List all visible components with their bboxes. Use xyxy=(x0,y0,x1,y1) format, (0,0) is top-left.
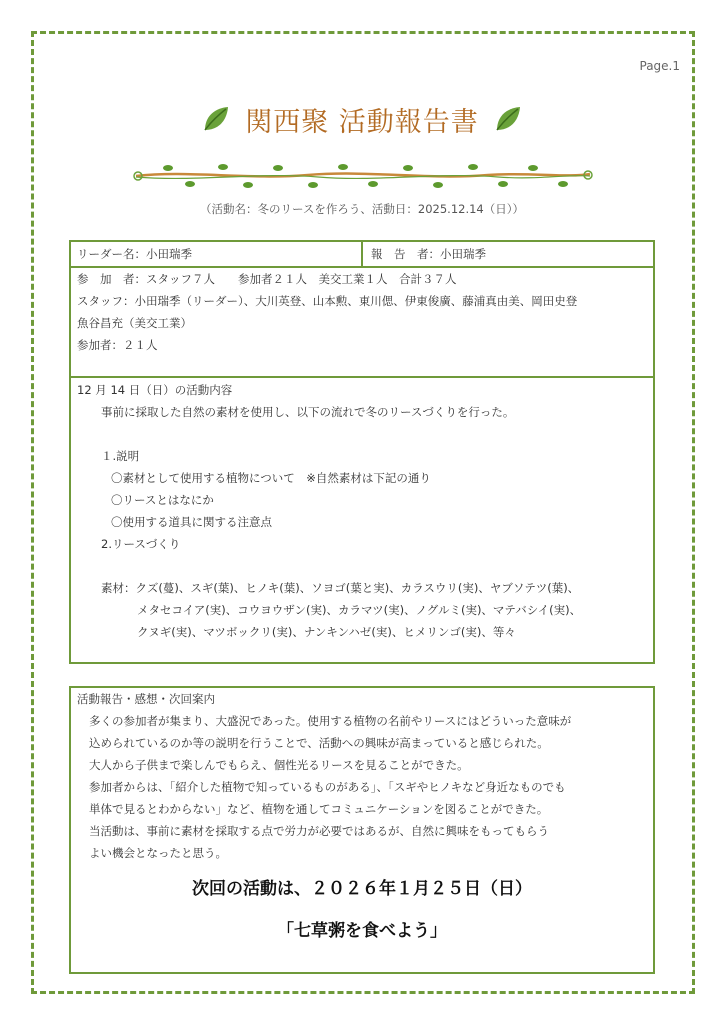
materials-list: メタセコイア(実)、コウヨウザン(実)、カラマツ(実)、ノグルミ(実)、マテバシイ(実)、 xyxy=(137,603,582,617)
report-line: 参加者からは、「紹介した植物で知っているものがある」、「スギやヒノキなど身近なものでも xyxy=(89,780,566,794)
page-number: Page.1 xyxy=(639,59,680,73)
activity-subtitle: （活動名：冬のリースを作ろう、活動日：2025.12.14（日）） xyxy=(199,202,525,216)
title-row xyxy=(0,97,724,141)
cell-divider xyxy=(361,242,363,267)
step-item: 〇リースとはなにか xyxy=(111,493,214,507)
step-item: 〇使用する道具に関する注意点 xyxy=(111,515,272,529)
participants-summary: 参 加 者：スタッフ７人 参加者２１人 美交工業１人 合計３７人 xyxy=(77,272,457,286)
step-wreath-making: 2.リースづくり xyxy=(101,537,181,551)
report-heading: 活動報告・感想・次回案内 xyxy=(77,692,215,706)
report-line: 込められているのか等の説明を行うことで、活動への興味が高まっていると感じられた。 xyxy=(89,736,549,750)
step-item: 〇素材として使用する植物について ※自然素材は下記の通り xyxy=(111,471,431,485)
activity-intro: 事前に採取した自然の素材を使用し、以下の流れで冬のリースづくりを行った。 xyxy=(101,405,515,419)
report-line: 大人から子供まで楽しんでもらえ、個性光るリースを見ることができた。 xyxy=(89,758,469,772)
leaf-icon xyxy=(493,104,523,134)
row-divider xyxy=(71,376,653,378)
report-line: 多くの参加者が集まり、大盛況であった。使用する植物の名前やリースにはどういった意味が xyxy=(89,714,572,728)
vine-ornament xyxy=(128,158,598,194)
activity-info-table xyxy=(69,240,655,664)
next-activity-title: 「七草粥を食べよう」 xyxy=(277,921,447,941)
materials-list: クヌギ(実)、マツボックリ(実)、ナンキンハゼ(実)、ヒメリンゴ(実)、等々 xyxy=(137,625,516,639)
participants-count: 参加者：２１人 xyxy=(77,338,158,352)
report-line: 当活動は、事前に素材を採取する点で労力が必要ではあるが、自然に興味をもってもらう xyxy=(89,824,549,838)
reporter-name: 報 告 者：小田瑞季 xyxy=(371,247,486,261)
report-line: 単体で見るとわからない」など、植物を通してコミュニケーションを図ることができた。 xyxy=(89,802,549,816)
next-activity-date: 次回の活動は、２０２６年１月２５日（日） xyxy=(192,879,532,899)
leaf-icon xyxy=(201,104,231,134)
leader-name: リーダー名：小田瑞季 xyxy=(77,247,192,261)
step-explanation: １.説明 xyxy=(101,449,140,463)
activity-heading: 12 月 14 日（日）の活動内容 xyxy=(77,383,233,397)
report-line: よい機会となったと思う。 xyxy=(89,846,227,860)
materials-list: 素材：クズ(蔓)、スギ(葉)、ヒノキ(葉)、ソヨゴ(葉と実)、カラスウリ(実)、ヤブソテツ(葉)、 xyxy=(101,581,580,595)
staff-list-continued: 魚谷昌充（美交工業） xyxy=(77,316,192,330)
page-title: 関西聚 活動報告書 xyxy=(245,106,479,138)
staff-list: スタッフ：小田瑞季（リーダー）、大川英登、山本勲、東川偲、伊東俊廣、藤浦真由美、岡田史登 xyxy=(77,294,578,308)
